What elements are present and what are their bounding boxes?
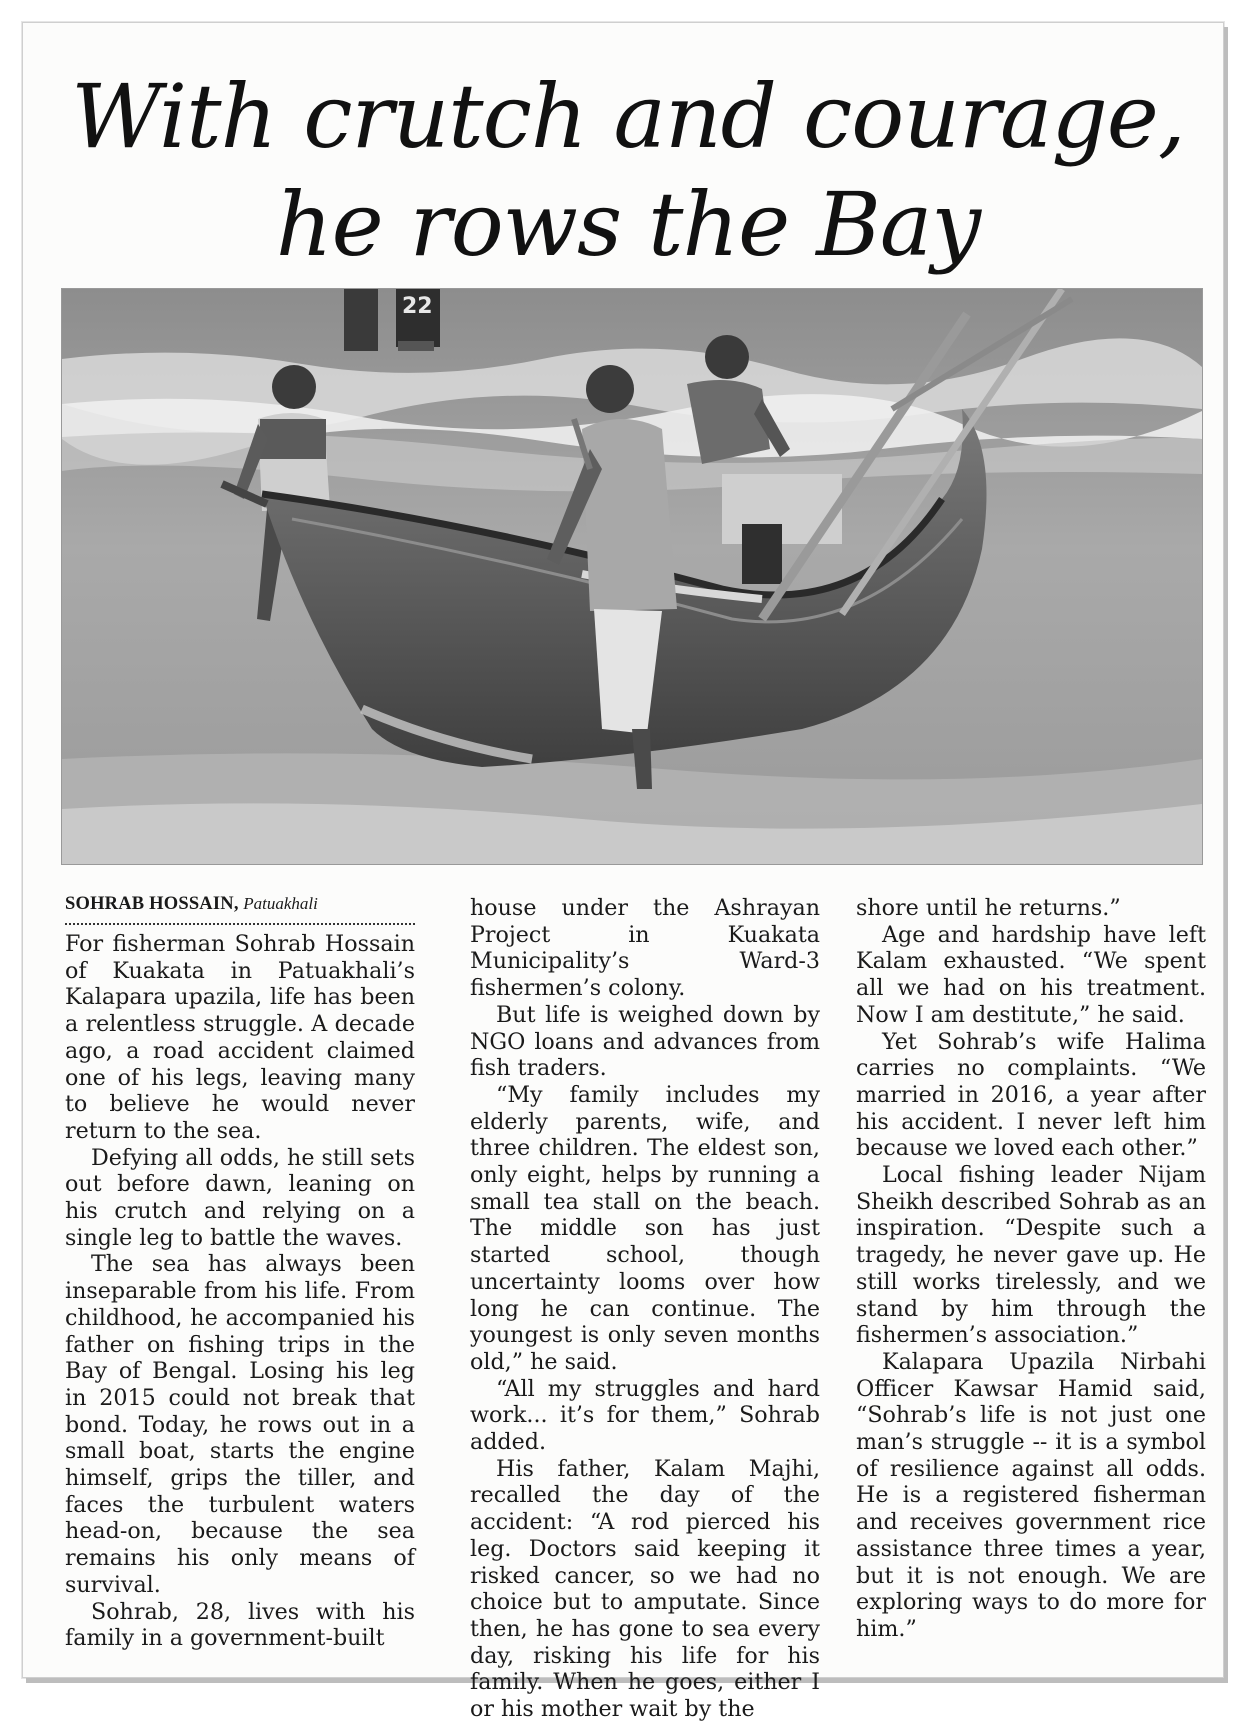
paragraph-continued: house under the Ashrayan Project in Kuakata Municipality’s Ward-3 fishermen’s colony. [470, 895, 820, 1002]
column-2 [470, 895, 820, 1723]
article-body [63, 894, 1206, 1723]
paragraph: “All my struggles and hard work... it’s for them,” Sohrab added. [470, 1375, 820, 1456]
byline-place: Patuakhali [243, 894, 318, 913]
paragraph: The sea has always been inseparable from his life. From childhood, he accompanied his father on fishing trips in the Bay of Bengal. Losing his leg in 2015 could not break that bond. Today, he rows out in a small boat, starts the engine himself, grips the tiller, and faces the turbulent waters head-on, because the sea remains his only means of survival. [65, 1251, 415, 1598]
paragraph: “My family includes my elderly parents, wife, and three children. The eldest son, only eight, helps by running a small tea stall on the beach. The middle son has just started school, though uncertainty looms over how long he can continue. The youngest is only seven months old,” he said. [470, 1081, 820, 1375]
byline-name: SOHRAB HOSSAIN, [65, 894, 239, 914]
article-photo [61, 288, 1203, 865]
paragraph: His father, Kalam Majhi, recalled the day of the accident: “A rod pierced his leg. Doctors said keeping it risked cancer, so we had no choice but to amputate. Since then, he has gone to sea every day, risking his life for his family. When he goes, either I or his mother wait by the [470, 1455, 820, 1723]
paragraph: But life is weighed down by NGO loans and advances from fish traders. [470, 1001, 820, 1082]
byline [65, 893, 415, 925]
paragraph: Sohrab, 28, lives with his family in a government-built [65, 1598, 415, 1652]
paragraph: Kalapara Upazila Nirbahi Officer Kawsar Hamid said, “Sohrab’s life is not just one man’s struggle -- it is a symbol of resilience against all odds. He is a registered fisherman and receives government rice assistance three times a year, but it is not enough. We are exploring ways to do more for him.” [856, 1348, 1206, 1642]
paragraph: Defying all odds, he still sets out before dawn, leaning on his crutch and relying on a single leg to battle the waves. [65, 1144, 415, 1251]
paragraph: Local fishing leader Nijam Sheikh described Sohrab as an inspiration. “Despite such a tragedy, he never gave up. He still works tirelessly, and we stand by him through the fishermen’s association.” [856, 1162, 1206, 1349]
paragraph: For fisherman Sohrab Hossain of Kuakata in Patuakhali’s Kalapara upazila, life has been a relentless struggle. A decade ago, a road accident claimed one of his legs, leaving many to believe he would never return to the sea. [65, 931, 415, 1144]
headline-line-1: With crutch and courage, [71, 65, 1185, 168]
photo-fisherman-boat [62, 289, 1202, 864]
paragraph: Age and hardship have left Kalam exhausted. “We spent all we had on his treatment. Now I am destitute,” he said. [856, 921, 1206, 1028]
newspaper-clipping [22, 22, 1224, 1723]
headline [63, 63, 1193, 279]
paragraph: Yet Sohrab’s wife Halima carries no complaints. “We married in 2016, a year after his accident. I never left him because we loved each other.” [856, 1028, 1206, 1162]
jersey-number: 22 [402, 294, 433, 319]
headline-line-2: he rows the Bay [275, 173, 981, 276]
paragraph-continued: shore until he returns.” [856, 895, 1121, 921]
column-3 [856, 895, 1206, 1643]
column-1 [65, 895, 415, 1652]
